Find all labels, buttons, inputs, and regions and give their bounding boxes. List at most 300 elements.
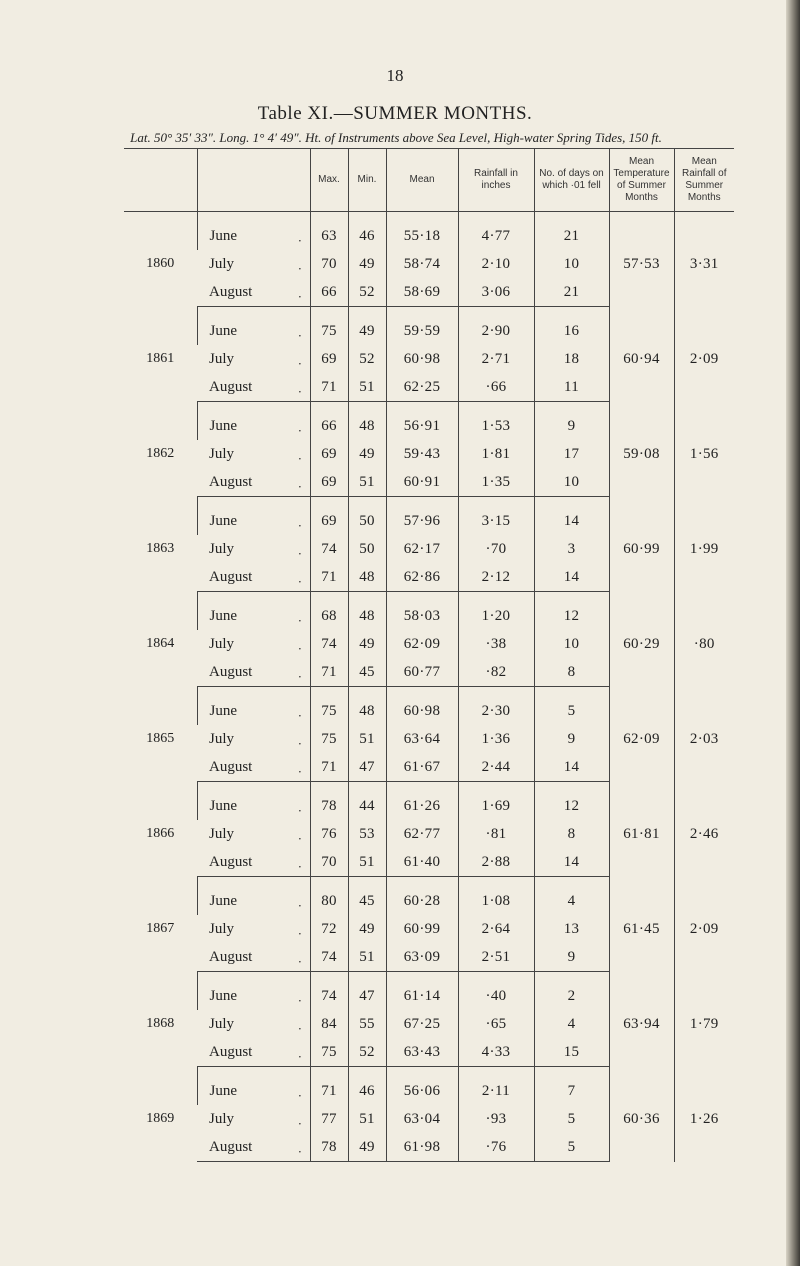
month-cell [197,1067,310,1106]
min-cell: 51 [348,943,386,972]
leader-dot: . [298,229,302,245]
month-label: August [209,853,253,870]
long-label: Long. [219,130,250,145]
max-cell: 69 [310,345,348,373]
month-label: July [209,635,235,652]
rain-cell: 2·88 [458,848,534,877]
mean-temp-cell: 60·94 [609,307,674,402]
mean-rain-cell: 2·03 [674,687,734,782]
table-row [124,1067,734,1106]
days-cell: 4 [534,877,609,916]
days-cell: 21 [534,212,609,251]
min-cell: 46 [348,212,386,251]
days-cell: 9 [534,725,609,753]
leader-dot: . [298,989,302,1005]
month-label: July [209,730,235,747]
max-cell: 84 [310,1010,348,1038]
mean-rain-cell: 1·56 [674,402,734,497]
year-cell: 1869 [146,1111,175,1126]
max-cell: 72 [310,915,348,943]
mean-cell: 63·09 [386,943,458,972]
max-cell: 71 [310,753,348,782]
month-cell [197,972,310,1011]
days-cell: 9 [534,402,609,441]
mean-temp-cell: 60·36 [609,1067,674,1162]
max-cell: 76 [310,820,348,848]
leader-dot: . [298,352,302,368]
month-label: June [209,512,237,529]
mean-temp-cell: 60·99 [609,497,674,592]
rain-cell: ·40 [458,972,534,1011]
rain-cell: ·82 [458,658,534,687]
leader-dot: . [298,419,302,435]
leader-dot: . [298,1045,302,1061]
days-cell: 2 [534,972,609,1011]
rain-cell: 4·33 [458,1038,534,1067]
max-cell: 71 [310,658,348,687]
rain-cell: ·70 [458,535,534,563]
month-cell [197,848,310,877]
year-cell: 1862 [146,446,175,461]
days-cell: 10 [534,630,609,658]
leader-dot: . [298,514,302,530]
days-cell: 11 [534,373,609,402]
month-label: August [209,1138,253,1155]
leader-dot: . [298,380,302,396]
leader-dot: . [298,570,302,586]
header-mean-temp: Mean Temperature of Summer Months [609,149,674,212]
long-value: 1° 4′ 49″. [252,130,302,145]
days-cell: 5 [534,1133,609,1162]
max-cell: 74 [310,943,348,972]
min-cell: 48 [348,592,386,631]
mean-cell: 60·91 [386,468,458,497]
min-cell: 49 [348,1133,386,1162]
month-cell [197,782,310,821]
rain-cell: 2·90 [458,307,534,346]
mean-cell: 62·25 [386,373,458,402]
min-cell: 55 [348,1010,386,1038]
max-cell: 69 [310,497,348,536]
days-cell: 12 [534,782,609,821]
leader-dot: . [298,609,302,625]
days-cell: 8 [534,820,609,848]
month-label: August [209,473,253,490]
min-cell: 48 [348,402,386,441]
leader-dot: . [298,257,302,273]
mean-cell: 58·74 [386,250,458,278]
min-cell: 51 [348,373,386,402]
month-label: July [209,445,235,462]
month-cell [197,440,310,468]
min-cell: 52 [348,345,386,373]
min-cell: 51 [348,468,386,497]
min-cell: 47 [348,753,386,782]
max-cell: 74 [310,630,348,658]
leader-dot: . [298,732,302,748]
min-cell: 49 [348,250,386,278]
header-mean: Mean [386,149,458,212]
days-cell: 15 [534,1038,609,1067]
mean-cell: 56·06 [386,1067,458,1106]
mean-cell: 59·59 [386,307,458,346]
min-cell: 50 [348,497,386,536]
month-cell [197,212,310,251]
month-cell [197,820,310,848]
leader-dot: . [298,760,302,776]
rain-cell: ·66 [458,373,534,402]
mean-cell: 60·98 [386,687,458,726]
mean-rain-cell: 1·79 [674,972,734,1067]
mean-cell: 56·91 [386,402,458,441]
max-cell: 74 [310,535,348,563]
mean-cell: 61·67 [386,753,458,782]
year-cell: 1864 [146,636,175,651]
max-cell: 70 [310,250,348,278]
mean-cell: 67·25 [386,1010,458,1038]
month-cell [197,658,310,687]
mean-cell: 61·98 [386,1133,458,1162]
mean-cell: 62·77 [386,820,458,848]
min-cell: 45 [348,877,386,916]
mean-cell: 60·98 [386,345,458,373]
table-row [124,212,734,251]
min-cell: 49 [348,440,386,468]
header-year [124,149,197,212]
max-cell: 71 [310,1067,348,1106]
rain-cell: 2·30 [458,687,534,726]
mean-cell: 60·99 [386,915,458,943]
month-label: August [209,283,253,300]
days-cell: 18 [534,345,609,373]
days-cell: 14 [534,563,609,592]
min-cell: 52 [348,1038,386,1067]
max-cell: 75 [310,307,348,346]
mean-cell: 62·86 [386,563,458,592]
mean-cell: 63·43 [386,1038,458,1067]
min-cell: 51 [348,725,386,753]
mean-temp-cell: 62·09 [609,687,674,782]
header-mean-rain: Mean Rainfall of Summer Months [674,149,734,212]
header-row [124,149,734,212]
mean-cell: 59·43 [386,440,458,468]
month-cell [197,630,310,658]
page-edge-shadow [786,0,800,1266]
rain-cell: ·81 [458,820,534,848]
max-cell: 66 [310,402,348,441]
days-cell: 10 [534,250,609,278]
month-label: August [209,568,253,585]
days-cell: 17 [534,440,609,468]
min-cell: 49 [348,630,386,658]
rain-cell: 2·10 [458,250,534,278]
max-cell: 78 [310,1133,348,1162]
max-cell: 78 [310,782,348,821]
rain-cell: ·93 [458,1105,534,1133]
month-label: July [209,920,235,937]
max-cell: 75 [310,1038,348,1067]
days-cell: 5 [534,1105,609,1133]
month-label: August [209,663,253,680]
min-cell: 51 [348,1105,386,1133]
ht-label: Ht. of Instruments above Sea Level, High-water Spring Tides, [305,130,626,145]
max-cell: 71 [310,563,348,592]
leader-dot: . [298,285,302,301]
month-cell [197,497,310,536]
month-cell [197,278,310,307]
rain-cell: 2·44 [458,753,534,782]
mean-cell: 62·17 [386,535,458,563]
days-cell: 3 [534,535,609,563]
table-row [124,782,734,821]
month-cell [197,1010,310,1038]
mean-temp-cell: 61·81 [609,782,674,877]
min-cell: 48 [348,687,386,726]
year-cell: 1867 [146,921,175,936]
max-cell: 80 [310,877,348,916]
min-cell: 49 [348,915,386,943]
days-cell: 9 [534,943,609,972]
month-label: June [209,322,237,339]
table-row [124,687,734,726]
rain-cell: 2·71 [458,345,534,373]
rain-cell: 2·12 [458,563,534,592]
month-label: July [209,1110,235,1127]
month-cell [197,345,310,373]
max-cell: 68 [310,592,348,631]
leader-dot: . [298,1140,302,1156]
month-cell [197,563,310,592]
month-cell [197,307,310,346]
month-label: July [209,255,235,272]
mean-rain-cell: 2·09 [674,877,734,972]
mean-rain-cell: 3·31 [674,212,734,307]
leader-dot: . [298,827,302,843]
leader-dot: . [298,665,302,681]
max-cell: 71 [310,373,348,402]
leader-dot: . [298,894,302,910]
max-cell: 77 [310,1105,348,1133]
max-cell: 69 [310,440,348,468]
month-cell [197,250,310,278]
year-cell: 1868 [146,1016,175,1031]
rain-cell: ·65 [458,1010,534,1038]
month-cell [197,1105,310,1133]
mean-rain-cell: 1·99 [674,497,734,592]
leader-dot: . [298,855,302,871]
rain-cell: 2·64 [458,915,534,943]
mean-temp-cell: 60·29 [609,592,674,687]
mean-rain-cell: 1·26 [674,1067,734,1162]
table-row [124,497,734,536]
rain-cell: 1·20 [458,592,534,631]
rain-cell: 3·06 [458,278,534,307]
max-cell: 70 [310,848,348,877]
min-cell: 47 [348,972,386,1011]
rain-cell: 1·53 [458,402,534,441]
year-cell: 1863 [146,541,175,556]
leader-dot: . [298,704,302,720]
mean-cell: 61·14 [386,972,458,1011]
mean-cell: 60·28 [386,877,458,916]
page-number: 18 [386,66,404,85]
month-cell [197,943,310,972]
header-max: Max. [310,149,348,212]
rain-cell: 1·08 [458,877,534,916]
min-cell: 44 [348,782,386,821]
mean-temp-cell: 61·45 [609,877,674,972]
rain-cell: 2·11 [458,1067,534,1106]
year-cell: 1866 [146,826,175,841]
mean-cell: 58·03 [386,592,458,631]
days-cell: 5 [534,687,609,726]
rain-cell: 3·15 [458,497,534,536]
leader-dot: . [298,1112,302,1128]
leader-dot: . [298,799,302,815]
table-row [124,972,734,1011]
month-label: June [209,892,237,909]
month-cell [197,915,310,943]
mean-cell: 61·26 [386,782,458,821]
month-label: July [209,1015,235,1032]
min-cell: 50 [348,535,386,563]
year-cell: 1861 [146,351,175,366]
mean-rain-cell: ·80 [674,592,734,687]
year-cell: 1865 [146,731,175,746]
month-cell [197,753,310,782]
days-cell: 14 [534,848,609,877]
rain-cell: 1·69 [458,782,534,821]
days-cell: 7 [534,1067,609,1106]
month-cell [197,877,310,916]
month-label: August [209,378,253,395]
rain-cell: ·76 [458,1133,534,1162]
year-cell: 1860 [146,256,175,272]
month-label: June [209,987,237,1004]
min-cell: 46 [348,1067,386,1106]
month-label: June [209,227,237,244]
leader-dot: . [298,542,302,558]
rain-cell: 1·36 [458,725,534,753]
days-cell: 21 [534,278,609,307]
max-cell: 66 [310,278,348,307]
days-cell: 12 [534,592,609,631]
leader-dot: . [298,475,302,491]
leader-dot: . [298,950,302,966]
max-cell: 75 [310,725,348,753]
days-cell: 16 [534,307,609,346]
header-rainfall: Rainfall in inches [458,149,534,212]
mean-cell: 62·09 [386,630,458,658]
leader-dot: . [298,1017,302,1033]
rain-cell: ·38 [458,630,534,658]
table-title: Table XI.—SUMMER MONTHS. [257,103,533,124]
mean-cell: 61·40 [386,848,458,877]
max-cell: 74 [310,972,348,1011]
month-label: July [209,825,235,842]
min-cell: 53 [348,820,386,848]
table-row [124,402,734,441]
leader-dot: . [298,922,302,938]
table-subtitle [16,130,776,146]
lat-label: Lat. [130,130,151,145]
table-row [124,877,734,916]
month-label: June [209,797,237,814]
days-cell: 8 [534,658,609,687]
rain-cell: 1·35 [458,468,534,497]
leader-dot: . [298,637,302,653]
month-cell [197,725,310,753]
month-cell [197,402,310,441]
min-cell: 51 [348,848,386,877]
header-month [197,149,310,212]
max-cell: 75 [310,687,348,726]
days-cell: 14 [534,497,609,536]
days-cell: 10 [534,468,609,497]
min-cell: 49 [348,307,386,346]
mean-temp-cell: 63·94 [609,972,674,1067]
month-cell [197,468,310,497]
mean-cell: 63·64 [386,725,458,753]
days-cell: 4 [534,1010,609,1038]
table-row [124,307,734,346]
min-cell: 48 [348,563,386,592]
month-cell [197,1038,310,1067]
month-label: June [209,1082,237,1099]
month-label: August [209,1043,253,1060]
month-label: June [209,607,237,624]
days-cell: 13 [534,915,609,943]
month-label: August [209,758,253,775]
month-label: July [209,350,235,367]
min-cell: 52 [348,278,386,307]
mean-cell: 57·96 [386,497,458,536]
month-label: June [209,702,237,719]
month-label: June [209,417,237,434]
month-cell [197,1133,310,1162]
mean-rain-cell: 2·09 [674,307,734,402]
mean-temp-cell: 57·53 [609,212,674,307]
days-cell: 14 [534,753,609,782]
header-min: Min. [348,149,386,212]
mean-temp-cell: 59·08 [609,402,674,497]
month-cell [197,687,310,726]
mean-cell: 60·77 [386,658,458,687]
leader-dot: . [298,447,302,463]
rain-cell: 2·51 [458,943,534,972]
max-cell: 63 [310,212,348,251]
lat-value: 50° 35′ 33″. [153,130,217,145]
mean-rain-cell: 2·46 [674,782,734,877]
max-cell: 69 [310,468,348,497]
ht-value: 150 ft. [628,130,662,145]
month-label: July [209,540,235,557]
month-label: August [209,948,253,965]
header-days: No. of days on which ·01 fell [534,149,609,212]
rain-cell: 1·81 [458,440,534,468]
month-cell [197,592,310,631]
leader-dot: . [298,1084,302,1100]
month-cell [197,535,310,563]
leader-dot: . [298,324,302,340]
mean-cell: 63·04 [386,1105,458,1133]
month-cell [197,373,310,402]
table-row [124,592,734,631]
mean-cell: 58·69 [386,278,458,307]
summer-months-table [124,148,734,1162]
mean-cell: 55·18 [386,212,458,251]
rain-cell: 4·77 [458,212,534,251]
